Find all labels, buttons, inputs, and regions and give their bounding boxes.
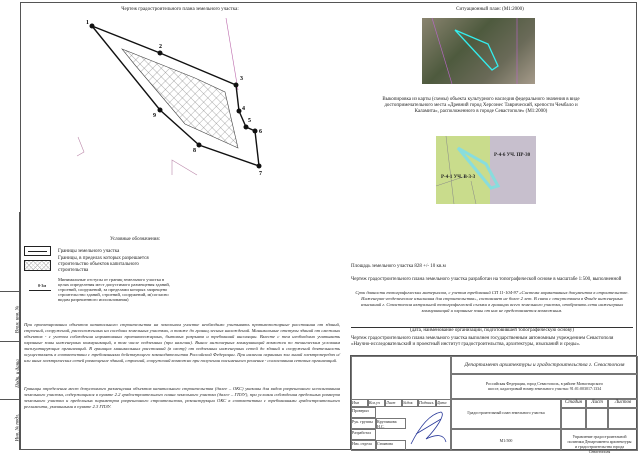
col-header: Подпись (418, 399, 436, 407)
notes-paragraph: При проектировании объектов капитального строительства на земельном участке необходимо учитывать противопожарные расстояния от зданий, строений, сооружений, расположенных на соседних земельных участках, а также до границ лесных насаждений. Минимальные отступы зданий от смежных объектов - с учетом соблюдения нормативных противопожарных, бытовых разрывов и требований инсоляции. Вместе с тем необходимо учитывать охранные зоны инженерных коммуникаций, в том числе подземных (при наличии). Вынос инженерных коммуникаций возможен по техническим условиям эксплуатирующих организаций. В границах минимальных расстояний (в охоту) от подземных инженерных сетей до зданий и сооружений деятельность осуществлять в соответствии с требованиями действующего законодательства Российской Федерации. При наличии охранных зон линий электропередач и/или иных электрических сетей размещение зданий, строений, сооружений возможно при получении письменного решения - согласования сетевых организаций. (24, 322, 340, 363)
sheets-label: Листов (608, 399, 638, 408)
point-label: 5 (248, 118, 251, 124)
point-label: 7 (259, 171, 262, 177)
buildable-zone (122, 49, 238, 148)
boundary-legend-symbol (24, 246, 51, 256)
org-name: Департамент архитектуры и градостроительства г. Севастополя (451, 356, 638, 374)
notes-paragraph: Границы определения мест допустимого размещения объектов капитального строительства (далее – ОКС) указаны для видов разрешенного использования земельного участка, содержащихся в пункте 2.2 градостроительного плана земельного участка (далее – ГПЗУ), при условии соблюдения предельных размеров земельного участка и предельных параметров разрешенного строительства, реконструкции ОКС в соответствии с требованиями градостроительного регламента, указанными в пункте 2.3 ГПЗУ. (24, 386, 340, 409)
legend-item: Минимальные отступы от границ земельного участка в целях определения мест допустимого размещения зданий, строений, сооружений, за пределами которых запрещено строительство зданий, строений, сооружений, м(согласно видам разрешенного использования) (58, 277, 170, 302)
drawing-title: Чертеж градостроительного плана земельного участка: (121, 7, 239, 12)
excerpt-caption: Выкопировка из карты (схемы) объекта культурного наследия федерального значения в виде достопримечательного места «Древний город Херсонес Таврический, крепости Чембало и Каламита», расположенного в городе Севастополе» (М1:2000) (382, 97, 580, 114)
topo-validity: Срок давности топографических материалов, с учетом требований СП 11-104-97 «Система нормативных документов в строительстве. Инженерно-геодезические изыскания для строительства», составляет не более 2 лет. В связи с отсутствием в Фонде инженерных изысканий г. Севастополя актуальной топографической съемки в границах всего земельного участка, отобразить сети инженерных коммуникаций и охранные зоны от них не представляется возможным. (355, 290, 629, 313)
row-label: Разработал (351, 429, 376, 440)
doc-name: Градостроительный план земельного участка (451, 399, 561, 429)
point-label: 9 (153, 113, 156, 119)
zone-label: Р-4-1 УЧ. В-3-3 (441, 175, 476, 180)
point-label: 3 (240, 76, 243, 82)
side-stamp (0, 212, 20, 450)
zone-label: Р-4-6 УЧ. ПР-30 (494, 153, 531, 158)
signature (406, 404, 451, 449)
author-text: Чертеж градостроительного плана земельного участка выполнен государственным автономным учреждением Севастополя «Научно-исследовательский и проектный институт градостроительства, архитектуры, изысканий и среды». (351, 336, 614, 347)
row-label: Нач. отдела (351, 440, 376, 451)
point-label: 1 (86, 20, 89, 26)
row-label: Проверил (351, 407, 376, 418)
sheet-label: Лист (586, 399, 608, 408)
point-label: 8 (193, 148, 196, 154)
zoning-map (436, 136, 536, 204)
address: Российская Федерация, город Севастополь, в районе Монастырского шоссе, кадастровый номер земельного участка: 91:01:003017:1334 (451, 374, 638, 399)
parcel-drawing (0, 0, 340, 230)
col-header: Дата (436, 399, 451, 407)
stamp-label: Взам. инв. № (15, 305, 21, 333)
row-label: Рук. группы (351, 418, 376, 429)
dept-name: Управление градостроительной политики Департамента архитектуры и градостроительства города Севастополя (561, 429, 638, 451)
stamp-label: Подп. и дата (15, 358, 21, 388)
setback-legend-symbol (29, 290, 51, 291)
scale: М1:500 (451, 429, 561, 451)
stamp-label: Инв. № подл. (15, 413, 21, 442)
col-header: Изм (351, 399, 368, 407)
legend-item: Границы земельного участка (58, 249, 120, 254)
aerial-photo (422, 18, 535, 84)
topo-caption: (дата, наименование организации, подготовившей топографическую основу) (410, 328, 574, 333)
name: Кругликова Н.С. (376, 418, 406, 429)
col-header: №док (402, 399, 418, 407)
title-block (350, 355, 637, 454)
point-label: 4 (242, 106, 245, 112)
stage-label: Стадия (561, 399, 586, 408)
situation-title: Ситуационный план: (М1:2000) (456, 7, 524, 12)
col-header: Лист (385, 399, 402, 407)
col-header: Кол.уч (368, 399, 385, 407)
point-label: 6 (259, 129, 262, 135)
area-text: Площадь земельного участка 828 +/- 10 кв.м (351, 264, 446, 269)
setback-label: 0-3м (38, 283, 47, 288)
legend-title: Условные обозначения: (110, 237, 161, 242)
topo-text: Чертеж градостроительного плана земельного участка разработан на топографической основе в масштабе 1:500, выполненной (351, 277, 622, 282)
name: Стоянова (376, 440, 406, 451)
buildable-legend-symbol (24, 260, 51, 271)
legend-item: Границы, в пределах которых разрешается строительство объектов капитального строительства (58, 256, 149, 273)
point-label: 2 (159, 44, 162, 50)
